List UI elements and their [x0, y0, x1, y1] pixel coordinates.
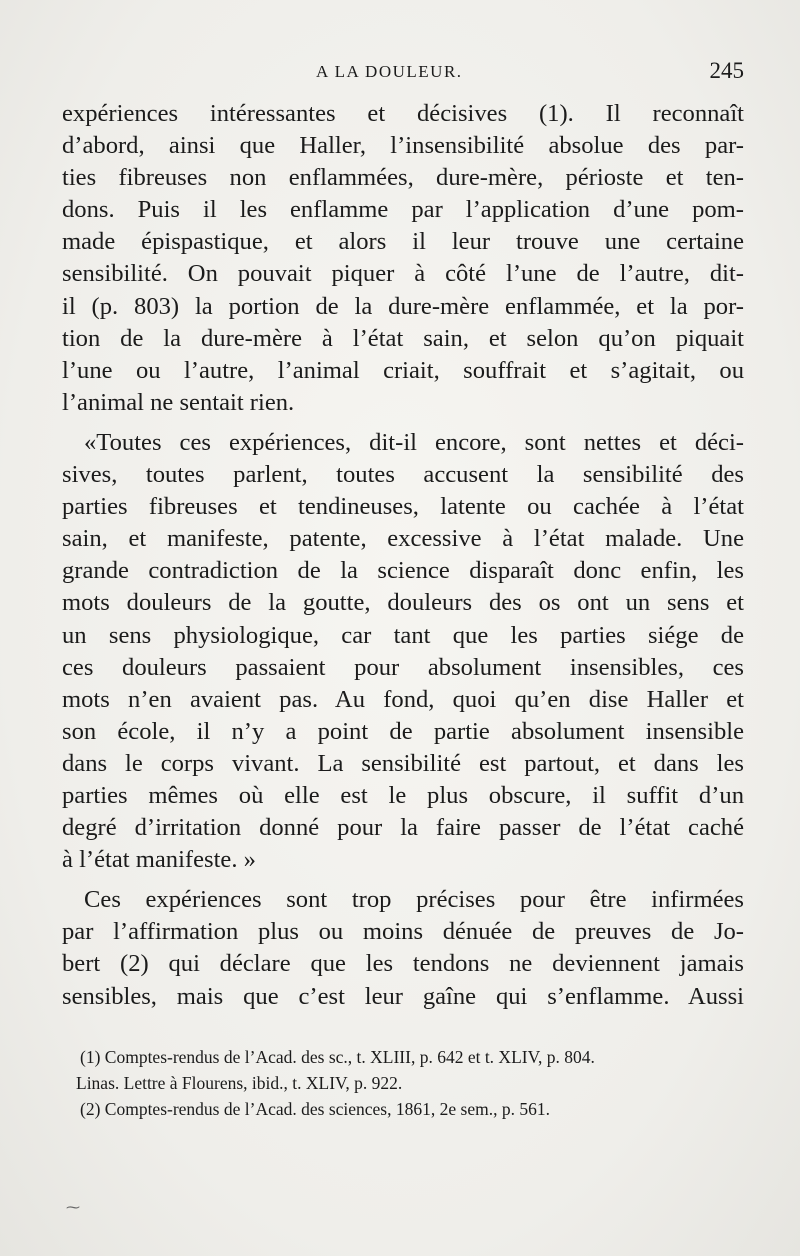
footnote-1-continued: Linas. Lettre à Flourens, ibid., t. XLIV, p. 922.	[76, 1073, 403, 1093]
text-line: dans le corps vivant. La sensibilité est partout, et dans les	[62, 749, 744, 777]
text-line: mots n’en avaient pas. Au fond, quoi qu’en dise Haller et	[62, 685, 744, 713]
running-title: A LA DOULEUR.	[316, 62, 463, 81]
text-line: Ces expériences sont trop précises pour être infirmées	[84, 886, 744, 914]
footnote-1: (1) Comptes-rendus de l’Acad. des sc., t. XLIII, p. 642 et t. XLIV, p. 804.	[80, 1047, 595, 1067]
text-line: d’abord, ainsi que Haller, l’insensibilité absolue des par-	[62, 132, 744, 160]
footnote-2: (2) Comptes-rendus de l’Acad. des sciences, 1861, 2e sem., p. 561.	[80, 1099, 550, 1119]
body-text	[62, 98, 744, 1013]
text-line: sives, toutes parlent, toutes accusent la sensibilité des	[62, 461, 744, 489]
text-line: tion de la dure-mère à l’état sain, et selon qu’on piquait	[62, 324, 744, 352]
text-line: dons. Puis il les enflamme par l’application d’une pom-	[62, 196, 744, 224]
text-line: ces douleurs passaient pour absolument insensibles, ces	[62, 653, 744, 681]
text-line: l’animal ne sentait rien.	[62, 388, 295, 416]
text-line: expériences intéressantes et décisives (1). Il reconnaît	[62, 100, 744, 127]
footnotes	[76, 1044, 750, 1122]
text-line: sensibilité. On pouvait piquer à côté l’une de l’autre, dit-	[62, 260, 744, 288]
text-line: parties fibreuses et tendineuses, latente ou cachée à l’état	[62, 493, 744, 521]
text-line: sensibles, mais que c’est leur gaîne qui s’enflamme. Aussi	[62, 982, 744, 1010]
text-line: sain, et manifeste, patente, excessive à l’état malade. Une	[62, 525, 744, 553]
text-line: à l’état manifeste. »	[62, 846, 256, 874]
paragraph-gap	[62, 419, 744, 427]
text-line: parties mêmes où elle est le plus obscure, il suffit d’un	[62, 781, 744, 809]
text-line: degré d’irritation donné pour la faire passer de l’état caché	[62, 814, 744, 842]
text-line: son école, il n’y a point de partie absolument insensible	[62, 717, 744, 745]
text-line: bert (2) qui déclare que les tendons ne deviennent jamais	[62, 950, 744, 978]
text-line: «Toutes ces expériences, dit-il encore, sont nettes et déci-	[84, 428, 744, 456]
text-line: il (p. 803) la portion de la dure-mère enflammée, et la por-	[62, 292, 744, 320]
text-line: ties fibreuses non enflammées, dure-mère, périoste et ten-	[62, 164, 744, 192]
paragraph-gap	[62, 876, 744, 884]
text-line: l’une ou l’autre, l’animal criait, souffrait et s’agitait, ou	[62, 356, 744, 384]
text-line: made épispastique, et alors il leur trouve une certaine	[62, 228, 744, 256]
margin-mark: ⁓	[66, 1201, 80, 1216]
text-line: un sens physiologique, car tant que les parties siége de	[62, 621, 744, 649]
page-number: 245	[709, 58, 744, 83]
text-line: mots douleurs de la goutte, douleurs des os ont un sens et	[62, 589, 744, 617]
text-line: grande contradiction de la science disparaît donc enfin, les	[62, 557, 744, 585]
text-line: par l’affirmation plus ou moins dénuée de preuves de Jo-	[62, 918, 744, 946]
